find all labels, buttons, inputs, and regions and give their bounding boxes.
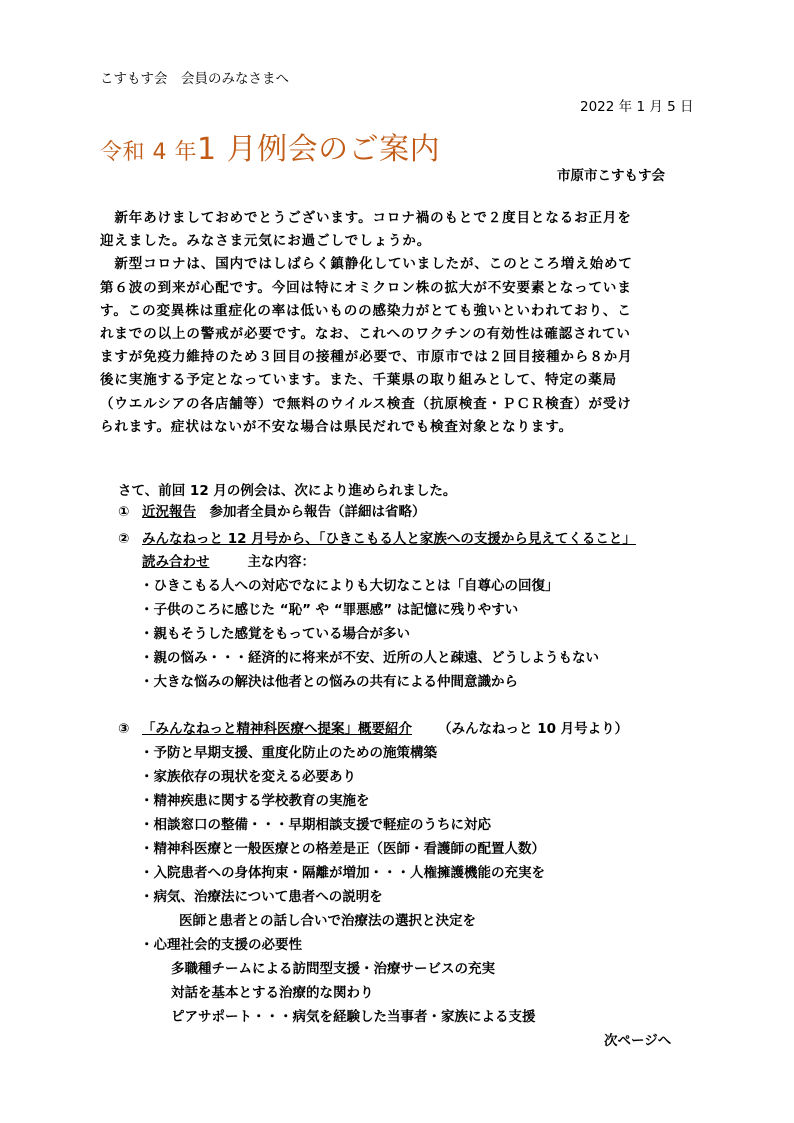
item-1-number: ① (118, 504, 130, 520)
intro-line: す。この変異株は重症化の率は低いものの感染力がとても強いといわれており、こ (100, 302, 632, 319)
item-2-bullet: ・親の悩み・・・経済的に将来が不安、近所の人と疎遠、どうしようもない (140, 650, 599, 666)
organization-name: 市原市こすもす会 (557, 168, 665, 184)
page-title (100, 124, 440, 168)
date: 2022 年 1 月 5 日 (580, 99, 694, 115)
item-2-number: ② (118, 531, 130, 547)
intro-line: （ウエルシアの各店舗等）で無料のウイルス検査（抗原検査・ＰＣＲ検査）が受け (100, 395, 632, 412)
item-2-bullet: ・子供のころに感じた “恥” や “罪悪感” は記憶に残りやすい (140, 602, 519, 618)
report-lead: さて、前回 12 月の例会は、次により進められました。 (118, 483, 457, 499)
item-1-text: 参加者全員から報告（詳細は省略） (196, 504, 426, 520)
item-3-bullet: ・入院患者への身体拘束・隔離が増加・・・人権擁護機能の充実を (140, 865, 545, 881)
item-3-subline: 対話を基本とする治療的な関わり (171, 985, 374, 1001)
item-2-label: みんなねっと 12 月号から、「ひきこもる人と家族への支援から見えてくること」 (142, 531, 636, 547)
next-page-note: 次ページへ (604, 1033, 672, 1049)
item-3 (118, 717, 628, 737)
item-3-subline: 医師と患者との話し合いで治療法の選択と決定を (179, 913, 476, 929)
item-3-bullet: ・相談窓口の整備・・・早期相談支援で軽症のうちに対応 (140, 817, 491, 833)
item-3-subline: 多職種チームによる訪問型支援・治療サービスの充実 (171, 961, 495, 977)
item-2 (118, 527, 636, 547)
intro-line: 新年あけましておめでとうございます。コロナ禍のもとで２度目となるお正月を (100, 210, 632, 226)
item-3-bullet: ・精神科医療と一般医療との格差是正（医師・看護師の配置人数） (140, 841, 545, 857)
item-2-bullet: ・大きな悩みの解決は他者との悩みの共有による仲間意識から (140, 674, 518, 690)
item-1-label: 近況報告 (142, 504, 196, 520)
intro-line: 迎えました。みなさま元気にお過ごしでしょうか。 (100, 233, 432, 250)
item-3-bullet: ・予防と早期支援、重度化防止のための施策構築 (140, 745, 437, 761)
item-1 (118, 500, 426, 520)
item-3-bullet: ・精神疾患に関する学校教育の実施を (140, 793, 370, 809)
intro-line: 新型コロナは、国内ではしばらく鎮静化していましたが、このところ増え始めて (100, 256, 633, 273)
intro-line: 後に実施する予定となっています。また、千葉県の取り組みとして、特定の薬局 (100, 372, 618, 389)
item-3-number: ③ (118, 721, 130, 737)
intro-line: 第６波の到来が心配です。今回は特にオミクロン株の拡大が不安要素となっていま (100, 279, 632, 296)
item-2-sublabel: 読み合わせ (142, 554, 210, 570)
item-3-label: 「みんなねっと精神科医療へ提案」概要紹介 (142, 721, 412, 737)
item-3-subline: ピアサポート・・・病気を経験した当事者・家族による支援 (171, 1009, 536, 1025)
item-3-source: （みんなねっと 10 月号より） (438, 721, 629, 737)
title-year: 令和 4 年 (100, 140, 197, 165)
intro-line: られます。症状はないが不安な場合は県民だれでも検査対象となります。 (100, 418, 574, 435)
greeting: こすもす会 会員のみなさまへ (100, 71, 289, 87)
intro-line: れまでの以上の警戒が必要です。なお、これへのワクチンの有効性は確認されてい (100, 326, 631, 343)
item-3-bullet: ・家族依存の現状を変える必要あり (140, 769, 356, 785)
item-3-bullet: ・心理社会的支援の必要性 (140, 937, 302, 953)
item-2-bullet: ・親もそうした感覚をもっている場合が多い (140, 626, 410, 642)
title-main: 1 月例会のご案内 (196, 132, 441, 167)
item-2-content-label: 主な内容： (247, 554, 315, 570)
intro-line: ますが免疫力維持のため３回目の接種が必要で、市原市では２回目接種から８か月 (100, 349, 633, 366)
item-3-bullet: ・病気、治療法について患者への説明を (140, 889, 383, 905)
intro-paragraph (100, 207, 633, 439)
item-2-bullet: ・ひきこもる人への対応でなによりも大切なことは「自尊心の回復」 (140, 578, 559, 594)
item-2-subline (142, 550, 315, 570)
